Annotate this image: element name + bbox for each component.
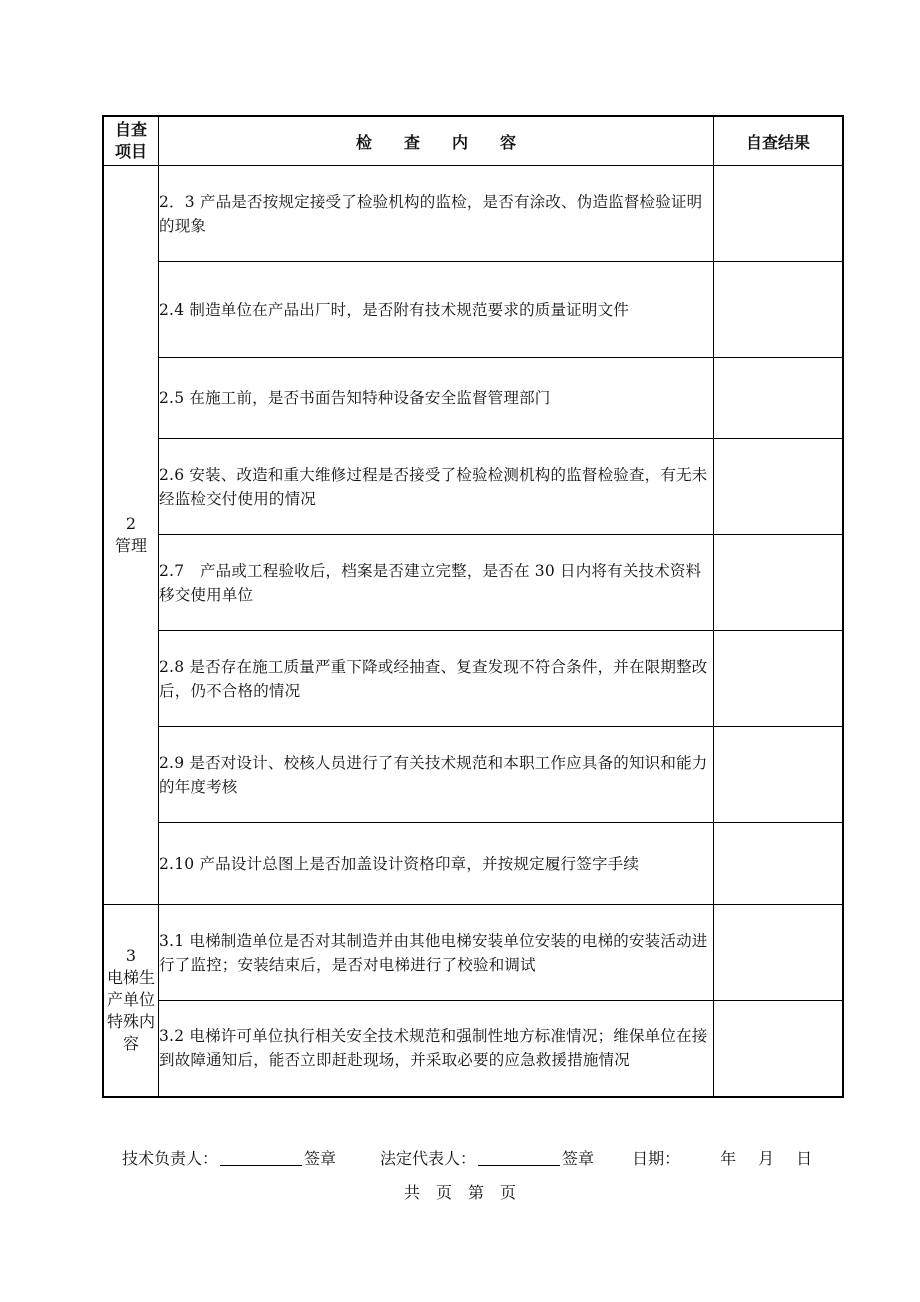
row-result[interactable] xyxy=(714,905,844,1001)
table-row xyxy=(103,358,843,439)
table-row xyxy=(103,823,843,905)
row-result[interactable] xyxy=(714,166,844,262)
date-label: 日期： xyxy=(632,1149,681,1168)
table-row xyxy=(103,535,843,631)
header-content: 检 查 内 容 xyxy=(159,116,714,166)
row-result[interactable] xyxy=(714,823,844,905)
header-item-line1: 自查 xyxy=(114,120,147,139)
table-row xyxy=(103,262,843,358)
legal-rep-label: 法定代表人： xyxy=(380,1149,477,1168)
table-row xyxy=(103,631,843,727)
tech-lead-label: 技术负责人： xyxy=(122,1149,219,1168)
row-content: 3.2 电梯许可单位执行相关安全技术规范和强制性地方标准情况；维保单位在接到故障通知后，能否立即赶赴现场，并采取必要的应急救援措施情况 xyxy=(159,1001,714,1097)
table-row xyxy=(103,905,843,1001)
seal-label-1: 签章 xyxy=(304,1149,337,1168)
row-content: 2.8 是否存在施工质量严重下降或经抽查、复查发现不符合条件，并在限期整改后，仍不合格的情况 xyxy=(159,631,714,727)
row-result[interactable] xyxy=(714,262,844,358)
header-item-line2: 项目 xyxy=(114,142,147,161)
table-row xyxy=(103,1001,843,1097)
group-number: 3 xyxy=(125,946,137,966)
row-result[interactable] xyxy=(714,439,844,535)
row-result[interactable] xyxy=(714,1001,844,1097)
row-content: 2．3 产品是否按规定接受了检验机构的监检，是否有涂改、伪造监督检验证明的现象 xyxy=(159,166,714,262)
page-count: 共 页 第 页 xyxy=(403,1183,516,1202)
legal-rep-signature-field[interactable] xyxy=(478,1149,560,1166)
seal-label-2: 签章 xyxy=(562,1149,595,1168)
row-content: 2.10 产品设计总图上是否加盖设计资格印章，并按规定履行签字手续 xyxy=(159,823,714,905)
table-row xyxy=(103,166,843,262)
row-result[interactable] xyxy=(714,535,844,631)
row-result[interactable] xyxy=(714,358,844,439)
group-name: 电梯生产单位特殊内容 xyxy=(106,968,155,1054)
row-content: 2.6 安装、改造和重大维修过程是否接受了检验检测机构的监督检验查，有无未经监检交付使用的情况 xyxy=(159,439,714,535)
header-row xyxy=(103,116,843,166)
table-row xyxy=(103,439,843,535)
date-month: 月 xyxy=(758,1149,775,1168)
date-year: 年 xyxy=(720,1149,737,1168)
row-content: 2.9 是否对设计、校核人员进行了有关技术规范和本职工作应具备的知识和能力的年度考核 xyxy=(159,727,714,823)
tech-lead-signature-field[interactable] xyxy=(220,1149,302,1166)
date-day: 日 xyxy=(796,1149,813,1168)
header-result: 自查结果 xyxy=(714,116,844,166)
table-row xyxy=(103,727,843,823)
row-content: 2.7 产品或工程验收后，档案是否建立完整，是否在 30 日内将有关技术资料移交使用单位 xyxy=(159,535,714,631)
group-cell-management xyxy=(103,166,159,905)
row-result[interactable] xyxy=(714,631,844,727)
signature-line xyxy=(122,1146,846,1169)
row-content: 2.4 制造单位在产品出厂时，是否附有技术规范要求的质量证明文件 xyxy=(159,262,714,358)
header-item xyxy=(103,116,159,166)
self-inspection-table xyxy=(102,115,844,1098)
group-cell-elevator xyxy=(103,905,159,1097)
row-content: 2.5 在施工前，是否书面告知特种设备安全监督管理部门 xyxy=(159,358,714,439)
row-result[interactable] xyxy=(714,727,844,823)
row-content: 3.1 电梯制造单位是否对其制造并由其他电梯安装单位安装的电梯的安装活动进行了监控；安装结束后，是否对电梯进行了校验和调试 xyxy=(159,905,714,1001)
group-number: 2 xyxy=(125,514,137,533)
group-name: 管理 xyxy=(114,536,147,555)
